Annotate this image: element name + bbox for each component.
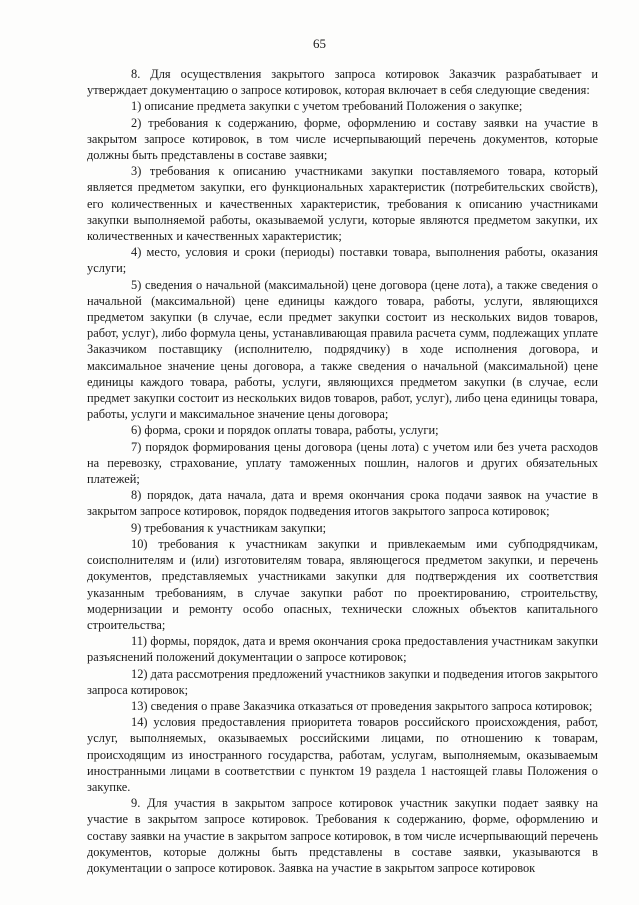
page-number: 65	[313, 36, 326, 51]
list-item-7: 7) порядок формирования цены договора (цены лота) с учетом или без учета расходов на перевозку, страхование, уплату таможенных пошлин, налогов и других обязательных платежей;	[87, 439, 598, 487]
list-item-5: 5) сведения о начальной (максимальной) цене договора (цене лота), а также сведения о начальной (максимальной) цене единицы каждого товара, работы, услуги, являющихся предметом закупки (в случае, если предмет закупки состоит из нескольких видов товаров, работ, услуг), либо формула цены, устанавливающая правила расчета сумм, подлежащих уплате Заказчиком поставщику (исполнителю, подрядчику) в ходе исполнения договора, и максимальное значение цены договора, а также сведения о начальной (максимальной) цене единицы каждого товара, работы, услуги, являющихся предметом закупки (в случае, если предмет закупки состоит из нескольких видов товаров, работ, услуг), либо цена единицы товара, работы, услуги и максимальное значение цены договора;	[87, 277, 598, 422]
paragraph-8-intro: 8. Для осуществления закрытого запроса котировок Заказчик разрабатывает и утверждает документацию о запросе котировок, которая включает в себя следующие сведения:	[87, 67, 598, 98]
list-item-10: 10) требования к участникам закупки и привлекаемым ими субподрядчикам, соисполнителям и (или) изготовителям товара, являющегося предметом закупки, и перечень документов, представляемых участниками закупки для подтверждения их соответствия указанным требованиям, в случае закупки работ по проектированию, строительству, модернизации и ремонту особо опасных, технически сложных объектов капитального строительства;	[87, 536, 598, 632]
list-item-11: 11) формы, порядок, дата и время окончания срока предоставления участникам закупки разъяснений положений документации о запросе котировок;	[87, 634, 598, 665]
list-item-14: 14) условия предоставления приоритета товаров российского происхождения, работ, услуг, выполняемых, оказываемых российскими лицами, по отношению к товарам, происходящим из иностранного государства, работам, услугам, выполняемым, оказываемым иностранными лицами в соответствии с пунктом 19 раздела 1 настоящей главы Положения о закупке.	[87, 715, 598, 794]
list-item-9: 9) требования к участникам закупки;	[131, 520, 327, 535]
list-item-12: 12) дата рассмотрения предложений участников закупки и подведения итогов закрытого запроса котировок;	[87, 666, 598, 697]
list-item-8: 8) порядок, дата начала, дата и время окончания срока подачи заявок на участие в закрытом запросе котировок, порядок подведения итогов закрытого запроса котировок;	[87, 488, 598, 519]
list-item-1: 1) описание предмета закупки с учетом требований Положения о закупке;	[131, 99, 523, 114]
list-item-2: 2) требования к содержанию, форме, оформлению и составу заявки на участие в закрытом запросе котировок, в том числе исчерпывающий перечень документов, которые должны быть представлены в составе заявки;	[87, 115, 598, 163]
list-item-13: 13) сведения о праве Заказчика отказаться от проведения закрытого запроса котировок;	[131, 698, 593, 713]
paragraph-9: 9. Для участия в закрытом запросе котировок участник закупки подает заявку на участие в закрытом запросе котировок. Требования к содержанию, форме, оформлению и составу заявки на участие в закрытом запросе котировок, в том числе исчерпывающий перечень документов, которые должны быть представлены в составе заявки, указываются в документации о запросе котировок. Заявка на участие в закрытом запросе котировок	[87, 796, 598, 875]
document-body	[87, 66, 598, 876]
list-item-4: 4) место, условия и сроки (периоды) поставки товара, выполнения работы, оказания услуги;	[87, 245, 598, 276]
list-item-6: 6) форма, сроки и порядок оплаты товара, работы, услуги;	[131, 423, 439, 438]
list-item-3: 3) требования к описанию участниками закупки поставляемого товара, который является предметом закупки, его функциональных характеристик (потребительских свойств), его количественных и качественных характеристик, требования к описанию участниками закупки выполняемой работы, оказываемой услуги, которые являются предметом закупки, их количественных и качественных характеристик;	[87, 164, 598, 244]
